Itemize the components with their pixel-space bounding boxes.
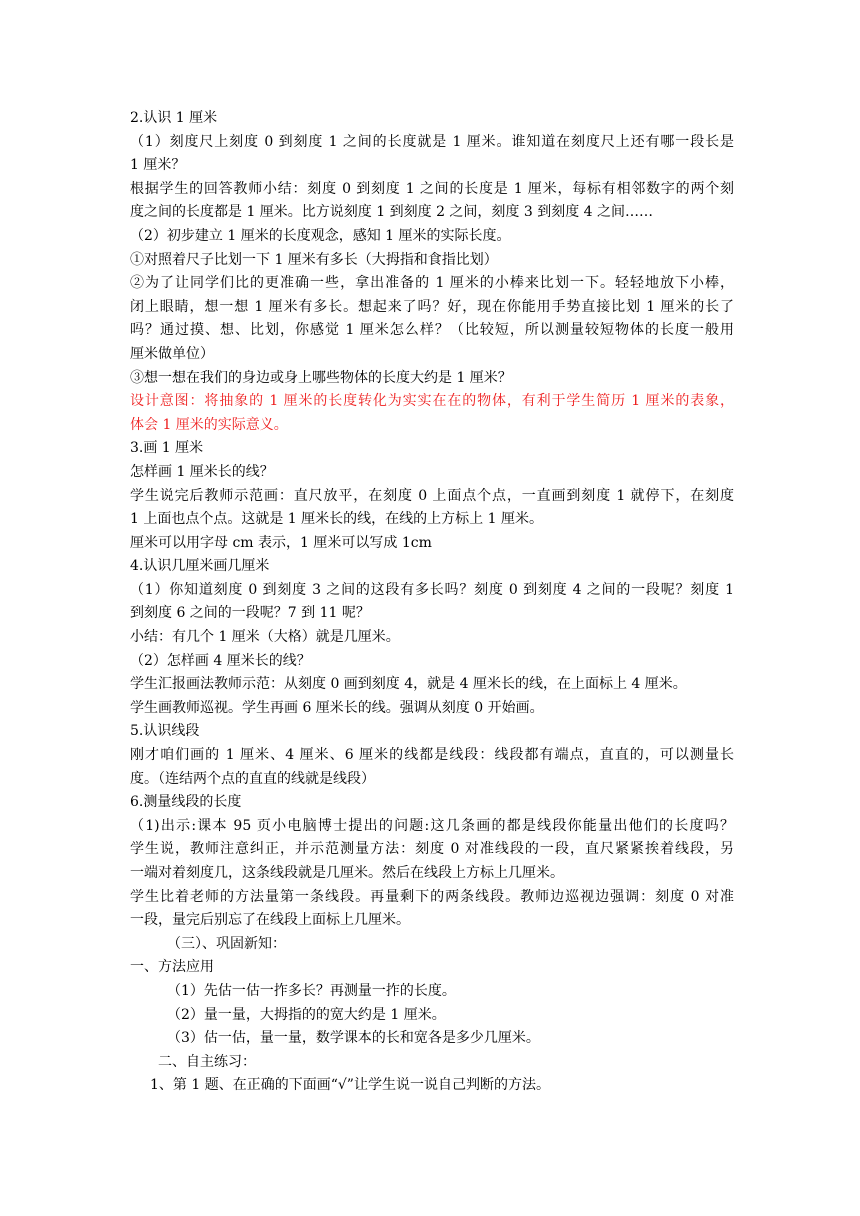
heading-measure-segment: 6.测量线段的长度: [130, 794, 242, 811]
heading-method-application: 一、方法应用: [130, 959, 214, 976]
heading-line-segment: 5.认识线段: [130, 723, 200, 740]
paragraph-line: 小结：有几个 1 厘米（大格）就是几厘米。: [130, 629, 400, 646]
list-item: （1）先估一估一拃多长？再测量一拃的长度。: [167, 982, 456, 999]
paragraph-line: ②为了让同学们比的更准确一些，拿出准备的 1 厘米的小棒来比划一下。轻轻地放下小棒，: [130, 275, 734, 292]
document-page: [130, 107, 734, 1098]
paragraph-line: 1 上面也点个点。这就是 1 厘米长的线，在线的上方标上 1 厘米。: [130, 511, 543, 528]
heading-draw-1cm: 3.画 1 厘米: [130, 440, 204, 457]
paragraph-line: 一段，量完后别忘了在线段上面标上几厘米。: [130, 912, 410, 929]
paragraph-line: （2）怎样画 4 厘米长的线？: [130, 652, 311, 669]
paragraph-line: 学生画教师巡视。学生再画 6 厘米长的线。强调从刻度 0 开始画。: [130, 699, 544, 716]
paragraph-line: ①对照着尺子比划一下 1 厘米有多长（大拇指和食指比划）: [130, 251, 498, 268]
paragraph-line: 根据学生的回答教师小结：刻度 0 到刻度 1 之间的长度是 1 厘米，每标有相邻数字的两个刻: [130, 180, 734, 197]
paragraph-line: ③想一想在我们的身边或身上哪些物体的长度大约是 1 厘米？: [130, 369, 512, 386]
paragraph-line: （1）你知道刻度 0 到刻度 3 之间的这段有多长吗？刻度 0 到刻度 4 之间的一段呢？刻度 1: [130, 581, 734, 598]
paragraph-line: 怎样画 1 厘米长的线？: [130, 463, 274, 480]
list-item: 1、第 1 题、在正确的下面画“√”让学生说一说自己判断的方法。: [150, 1077, 550, 1094]
list-item: （3）估一估，量一量，数学课本的长和宽各是多少几厘米。: [167, 1030, 540, 1047]
design-intent-line: 设计意图：将抽象的 1 厘米的长度转化为实实在在的物体，有利于学生简历 1 厘米的表象，: [130, 393, 734, 410]
paragraph-line: 度之间的长度都是 1 厘米。比方说刻度 1 到刻度 2 之间，刻度 3 到刻度 4 之间……: [130, 204, 654, 221]
paragraph-line: 学生汇报画法教师示范：从刻度 0 画到刻度 4，就是 4 厘米长的线，在上面标上 4 厘米。: [130, 676, 687, 693]
heading-self-practice: 二、自主练习：: [158, 1053, 256, 1070]
design-intent-line: 体会 1 厘米的实际意义。: [130, 416, 288, 433]
section-heading-consolidate: （三）、巩固新知：: [167, 935, 286, 952]
paragraph-line: 刚才咱们画的 1 厘米、4 厘米、6 厘米的线都是线段：线段都有端点，直直的，可以测量长: [130, 747, 734, 764]
paragraph-line: （1)出示:课本 95 页小电脑博士提出的问题:这几条画的都是线段你能量出他们的长度吗？: [130, 817, 734, 834]
paragraph-line: 厘米做单位）: [130, 345, 214, 362]
paragraph-line: 学生说，教师注意纠正，并示范测量方法：刻度 0 对准线段的一段，直尺紧紧挨着线段，另: [130, 841, 734, 858]
paragraph-line: 学生说完后教师示范画：直尺放平，在刻度 0 上面点个点，一直画到刻度 1 就停下，在刻度: [130, 487, 734, 504]
heading-several-cm: 4.认识几厘米画几厘米: [130, 558, 270, 575]
paragraph-line: 吗？通过摸、想、比划，你感觉 1 厘米怎么样？（比较短，所以测量较短物体的长度一般用: [130, 322, 734, 339]
heading-recognize-1cm: 2.认识 1 厘米: [130, 110, 218, 126]
paragraph-line: 度。（连结两个点的直直的线就是线段）: [130, 770, 375, 787]
paragraph-line: 学生比着老师的方法量第一条线段。再量剩下的两条线段。教师边巡视边强调：刻度 0 对准: [130, 888, 734, 905]
list-item: （2）量一量，大拇指的的宽大约是 1 厘米。: [167, 1006, 446, 1023]
paragraph-line: 厘米可以用字母 cm 表示，1 厘米可以写成 1cm: [130, 534, 432, 551]
paragraph-line: 闭上眼睛，想一想 1 厘米有多长。想起来了吗？好，现在你能用手势直接比划 1 厘米的长了: [130, 298, 734, 315]
paragraph-line: 1 厘米？: [130, 157, 186, 174]
paragraph-line: （1）刻度尺上刻度 0 到刻度 1 之间的长度就是 1 厘米。谁知道在刻度尺上还有哪一段长是: [130, 133, 734, 150]
paragraph-line: （2）初步建立 1 厘米的长度观念，感知 1 厘米的实际长度。: [130, 227, 511, 244]
paragraph-line: 到刻度 6 之间的一段呢？7 到 11 呢？: [130, 605, 370, 622]
paragraph-line: 一端对着刻度几，这条线段就是几厘米。然后在线段上方标上几厘米。: [130, 865, 564, 881]
